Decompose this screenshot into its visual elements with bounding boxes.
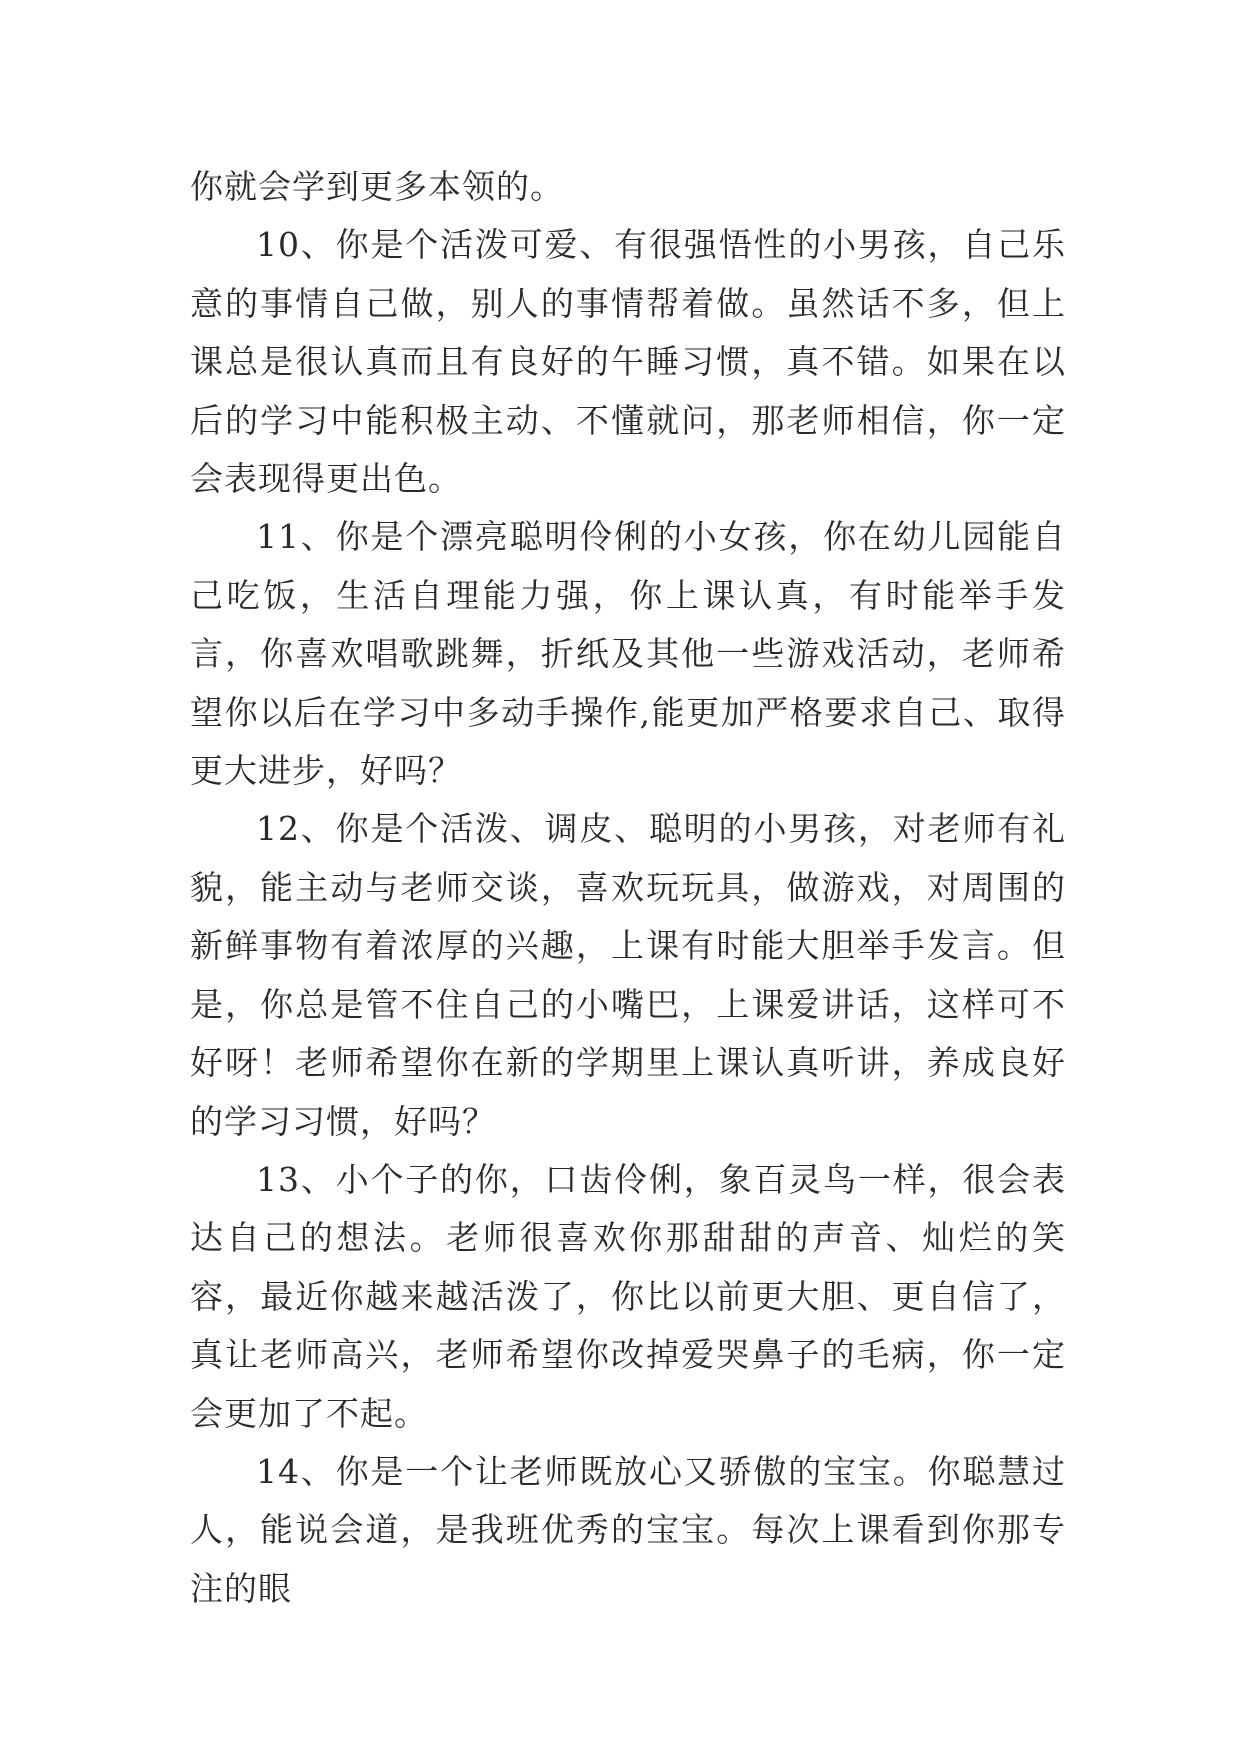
paragraph-continuation: 你就会学到更多本领的。 (190, 167, 564, 206)
paragraph-13: 13、小个子的你，口齿伶俐，象百灵鸟一样，很会表达自己的想法。老师很喜欢你那甜甜的声音、灿烂的笑容，最近你越来越活泼了，你比以前更大胆、更自信了，真让老师高兴，老师希望你改掉爱哭鼻子的毛病，你一定会更加了不起。 (190, 1159, 1066, 1433)
paragraph-14: 14、你是一个让老师既放心又骄傲的宝宝。你聪慧过人，能说会道，是我班优秀的宝宝。每次上课看到你那专注的眼 (190, 1451, 1066, 1608)
paragraph-11: 11、你是个漂亮聪明伶俐的小女孩，你在幼儿园能自己吃饭，生活自理能力强，你上课认真，有时能举手发言，你喜欢唱歌跳舞，折纸及其他一些游戏活动，老师希望你以后在学习中多动手操作,能更加严格要求自己、取得更大进步，好吗？ (190, 517, 1066, 791)
paragraph-10: 10、你是个活泼可爱、有很强悟性的小男孩，自己乐意的事情自己做，别人的事情帮着做。虽然话不多，但上课总是很认真而且有良好的午睡习惯，真不错。如果在以后的学习中能积极主动、不懂就问，那老师相信，你一定会表现得更出色。 (190, 225, 1066, 499)
paragraph-12: 12、你是个活泼、调皮、聪明的小男孩，对老师有礼貌，能主动与老师交谈，喜欢玩玩具，做游戏，对周围的新鲜事物有着浓厚的兴趣，上课有时能大胆举手发言。但是，你总是管不住自己的小嘴巴，上课爱讲话，这样可不好呀！老师希望你在新的学期里上课认真听讲，养成良好的学习习惯，好吗？ (190, 809, 1066, 1141)
document-body (190, 158, 1066, 1618)
